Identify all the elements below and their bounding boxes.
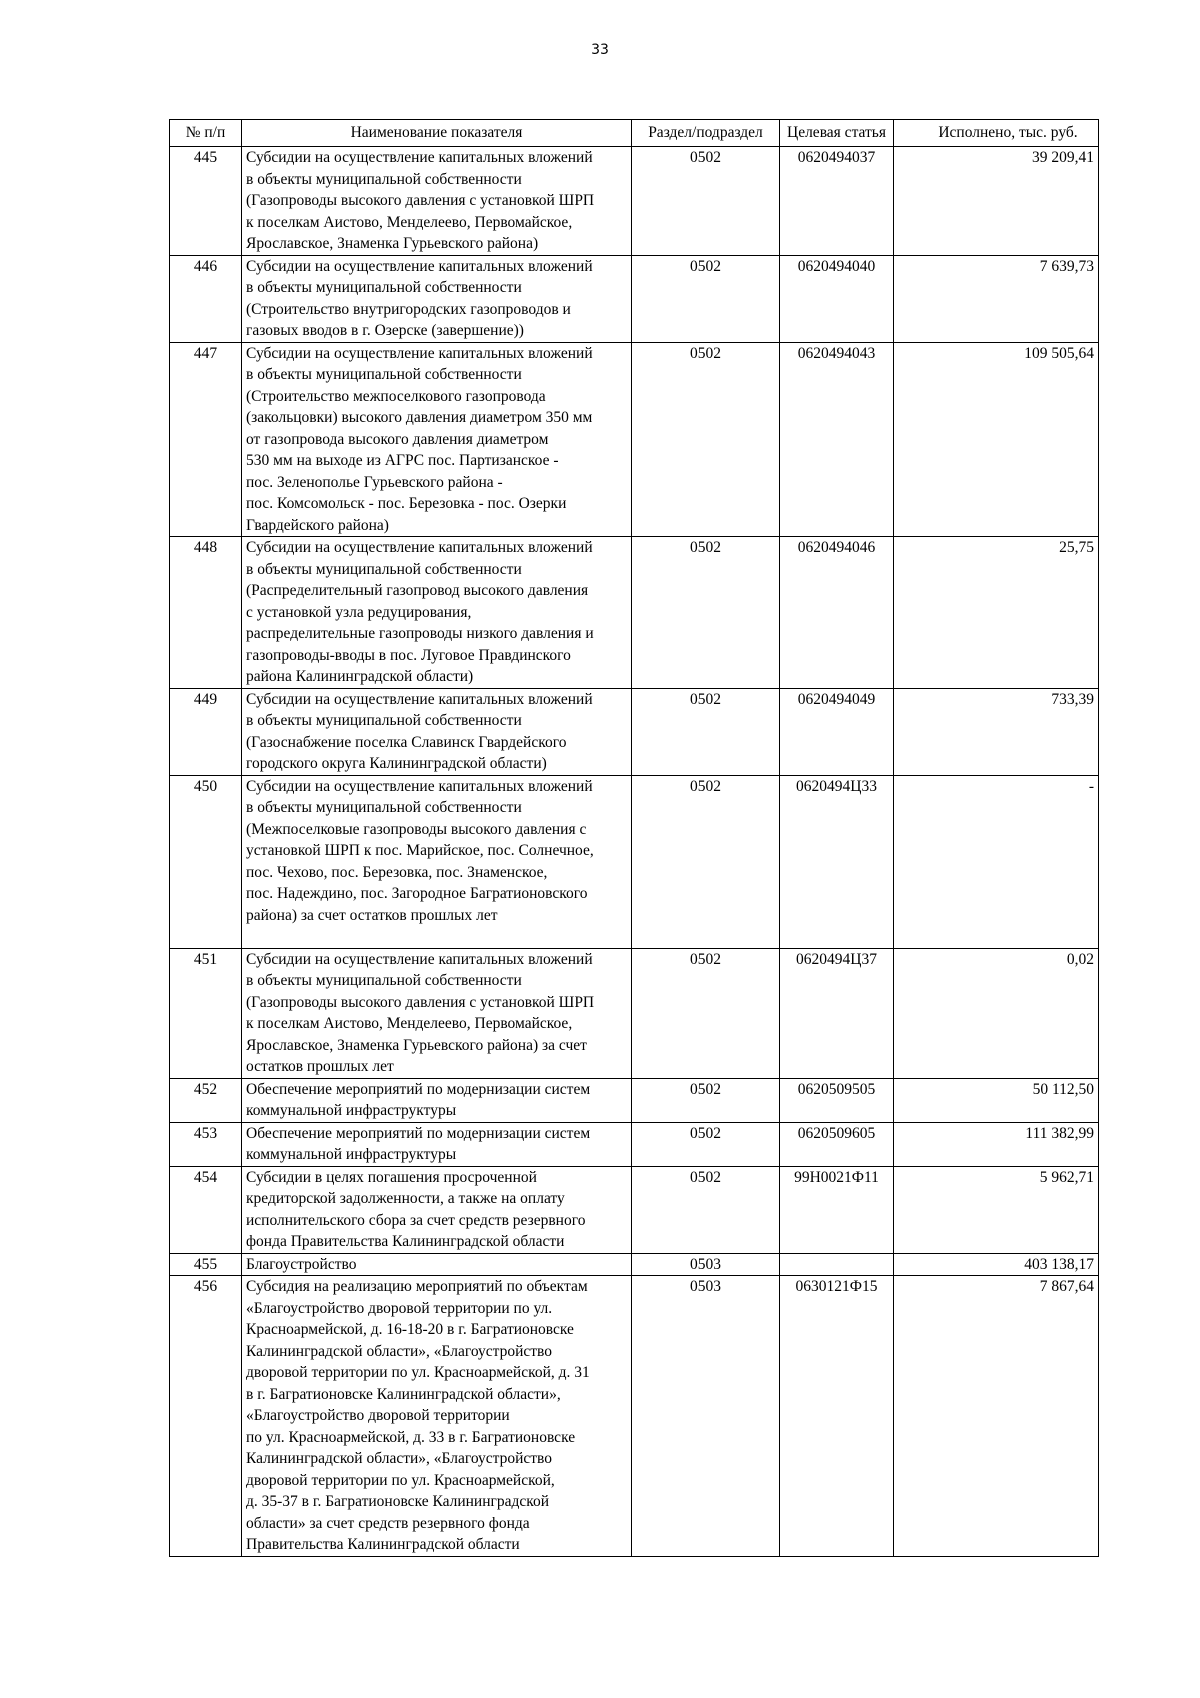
target-article-code: 0630121Ф15: [780, 1276, 894, 1557]
indicator-name-line: дворовой территории по ул. Красноармейской,: [246, 1471, 555, 1489]
section-code: 0503: [632, 1276, 780, 1557]
indicator-name-line: Субсидии на осуществление капитальных вложений: [246, 149, 593, 166]
section-code: 0502: [632, 255, 780, 342]
indicator-name-line: Гвардейского района): [246, 516, 389, 534]
indicator-name-line: Ярославское, Знаменка Гурьевского района) за счет: [246, 1036, 587, 1054]
indicator-name: [242, 1276, 632, 1557]
target-article-code: 0620494040: [780, 255, 894, 342]
indicator-name-line: Субсидии на осуществление капитальных вложений: [246, 344, 593, 362]
indicator-name-line: (Газопроводы высокого давления с установкой ШРП: [246, 993, 595, 1011]
target-article-code: 0620494043: [780, 342, 894, 537]
indicator-name-line: в объекты муниципальной собственности: [246, 170, 522, 188]
target-article-code: 0620494Ц33: [780, 775, 894, 948]
indicator-name-line: (Межпоселковые газопроводы высокого давления с: [246, 820, 587, 838]
indicator-name-line: Благоустройство: [246, 1255, 357, 1273]
indicator-name-line: городского округа Калининградской области): [246, 755, 547, 772]
indicator-name-line: Калининградской области», «Благоустройство: [246, 1450, 552, 1467]
indicator-name-line: в объекты муниципальной собственности: [246, 279, 522, 296]
target-article-code: 0620509605: [780, 1122, 894, 1166]
indicator-name-line: остатков прошлых лет: [246, 1058, 394, 1075]
budget-execution-table: [169, 119, 1099, 1557]
target-article-code: 0620494Ц37: [780, 948, 894, 1078]
table-row: [170, 1078, 1099, 1122]
indicator-name: [242, 688, 632, 775]
indicator-name: [242, 537, 632, 689]
indicator-name-line: (Строительство межпоселкового газопровода: [246, 387, 546, 405]
table-row: [170, 255, 1099, 342]
header-section: Раздел/подраздел: [632, 120, 780, 147]
indicator-name-line: 530 мм на выходе из АГРС пос. Партизанское -: [246, 452, 559, 469]
header-executed-amount: Исполнено, тыс. руб.: [894, 120, 1099, 147]
indicator-name-line: (Газопроводы высокого давления с установкой ШРП: [246, 192, 595, 209]
indicator-name-line: (Строительство внутригородских газопроводов и: [246, 300, 571, 318]
indicator-name-line: с установкой узла редуцирования,: [246, 603, 472, 621]
indicator-name-line: в объекты муниципальной собственности: [246, 560, 522, 578]
indicator-name: [242, 775, 632, 948]
row-number: 447: [170, 342, 242, 537]
table-row: [170, 688, 1099, 775]
indicator-name: [242, 342, 632, 537]
section-code: 0502: [632, 1122, 780, 1166]
indicator-name-line: д. 35-37 в г. Багратионовске Калининградской: [246, 1493, 550, 1510]
row-number: 456: [170, 1276, 242, 1557]
section-code: 0502: [632, 537, 780, 689]
indicator-name: [242, 1078, 632, 1122]
indicator-name-line: в объекты муниципальной собственности: [246, 712, 522, 729]
indicator-name-line: Субсидии на осуществление капитальных вложений: [246, 950, 593, 968]
target-article-code: 0620494046: [780, 537, 894, 689]
indicator-name-line: коммунальной инфраструктуры: [246, 1102, 457, 1119]
executed-amount: 0,02: [894, 948, 1099, 1078]
indicator-name-line: коммунальной инфраструктуры: [246, 1146, 457, 1163]
indicator-name-line: Субсидии в целях погашения просроченной: [246, 1168, 537, 1186]
table-row: [170, 1122, 1099, 1166]
indicator-name-line: Красноармейской, д. 16-18-20 в г. Багратионовске: [246, 1321, 574, 1338]
indicator-name-line: в объекты муниципальной собственности: [246, 366, 522, 383]
indicator-name-line: газовых вводов в г. Озерске (завершение)): [246, 322, 524, 339]
indicator-name-line: (закольцовки) высокого давления диаметром 350 мм: [246, 409, 593, 426]
executed-amount: 109 505,64: [894, 342, 1099, 537]
indicator-name-line: (Распределительный газопровод высокого давления: [246, 582, 589, 599]
executed-amount: 7 867,64: [894, 1276, 1099, 1557]
executed-amount: 25,75: [894, 537, 1099, 689]
section-code: 0503: [632, 1253, 780, 1276]
section-code: 0502: [632, 1078, 780, 1122]
row-number: 445: [170, 147, 242, 256]
executed-amount: 50 112,50: [894, 1078, 1099, 1122]
executed-amount: 39 209,41: [894, 147, 1099, 256]
executed-amount: 403 138,17: [894, 1253, 1099, 1276]
row-number: 446: [170, 255, 242, 342]
executed-amount: 5 962,71: [894, 1166, 1099, 1253]
target-article-code: [780, 1253, 894, 1276]
indicator-name-line: [246, 926, 627, 948]
indicator-name-line: газопроводы-вводы в пос. Луговое Правдинского: [246, 646, 571, 664]
indicator-name-line: «Благоустройство дворовой территории по ул.: [246, 1299, 553, 1317]
indicator-name-line: района Калининградской области): [246, 668, 474, 685]
target-article-code: 99Н0021Ф11: [780, 1166, 894, 1253]
indicator-name-line: Субсидии на осуществление капитальных вложений: [246, 539, 593, 556]
indicator-name-line: в объекты муниципальной собственности: [246, 972, 522, 989]
indicator-name-line: к поселкам Аистово, Менделеево, Первомайское,: [246, 1015, 573, 1032]
indicator-name-line: дворовой территории по ул. Красноармейской, д. 31: [246, 1364, 590, 1381]
indicator-name-line: пос. Чехово, пос. Березовка, пос. Знаменское,: [246, 863, 548, 881]
table-body: [170, 147, 1099, 1557]
indicator-name-line: Калининградской области», «Благоустройство: [246, 1342, 552, 1360]
indicator-name-line: в г. Багратионовске Калининградской области»,: [246, 1385, 561, 1403]
indicator-name-line: в объекты муниципальной собственности: [246, 799, 522, 816]
section-code: 0502: [632, 688, 780, 775]
indicator-name-line: Правительства Калининградской области: [246, 1536, 520, 1553]
table-row: [170, 147, 1099, 256]
section-code: 0502: [632, 775, 780, 948]
indicator-name: [242, 255, 632, 342]
indicator-name-line: Субсидии на осуществление капитальных вложений: [246, 257, 593, 275]
table-row: [170, 1276, 1099, 1557]
section-code: 0502: [632, 342, 780, 537]
row-number: 449: [170, 688, 242, 775]
section-code: 0502: [632, 147, 780, 256]
table-row: [170, 537, 1099, 689]
table-header-row: [170, 120, 1099, 147]
executed-amount: -: [894, 775, 1099, 948]
indicator-name-line: кредиторской задолженности, а также на оплату: [246, 1190, 565, 1207]
indicator-name-line: фонда Правительства Калининградской области: [246, 1233, 565, 1250]
indicator-name-line: района) за счет остатков прошлых лет: [246, 906, 498, 924]
indicator-name-line: пос. Зеленополье Гурьевского района -: [246, 473, 503, 491]
row-number: 448: [170, 537, 242, 689]
target-article-code: 0620494037: [780, 147, 894, 256]
row-number: 450: [170, 775, 242, 948]
target-article-code: 0620494049: [780, 688, 894, 775]
indicator-name-line: по ул. Красноармейской, д. 33 в г. Багратионовске: [246, 1428, 576, 1446]
indicator-name-line: Субсидия на реализацию мероприятий по объектам: [246, 1278, 588, 1295]
row-number: 452: [170, 1078, 242, 1122]
indicator-name-line: от газопровода высокого давления диаметром: [246, 430, 549, 448]
table-row: [170, 1253, 1099, 1276]
indicator-name-line: пос. Комсомольск - пос. Березовка - пос. Озерки: [246, 495, 567, 512]
section-code: 0502: [632, 1166, 780, 1253]
indicator-name-line: области» за счет средств резервного фонда: [246, 1514, 530, 1532]
indicator-name-line: исполнительского сбора за счет средств резервного: [246, 1211, 586, 1229]
page-number: 33: [591, 42, 609, 58]
table-row: [170, 1166, 1099, 1253]
indicator-name-line: установкой ШРП к пос. Марийское, пос. Солнечное,: [246, 842, 594, 859]
row-number: 453: [170, 1122, 242, 1166]
executed-amount: 111 382,99: [894, 1122, 1099, 1166]
indicator-name-line: распределительные газопроводы низкого давления и: [246, 625, 594, 642]
row-number: 451: [170, 948, 242, 1078]
indicator-name-line: Субсидии на осуществление капитальных вложений: [246, 777, 593, 795]
indicator-name-line: (Газоснабжение поселка Славинск Гвардейского: [246, 733, 567, 751]
header-indicator-name: Наименование показателя: [242, 120, 632, 147]
indicator-name-line: «Благоустройство дворовой территории: [246, 1407, 510, 1424]
indicator-name: [242, 147, 632, 256]
table-row: [170, 775, 1099, 948]
table-row: [170, 342, 1099, 537]
indicator-name: [242, 1166, 632, 1253]
indicator-name-line: Субсидии на осуществление капитальных вложений: [246, 690, 593, 708]
indicator-name: [242, 1253, 632, 1276]
indicator-name-line: Обеспечение мероприятий по модернизации систем: [246, 1124, 591, 1142]
indicator-name: [242, 1122, 632, 1166]
header-number: № п/п: [170, 120, 242, 147]
indicator-name-line: пос. Надеждино, пос. Загородное Багратионовского: [246, 885, 588, 902]
executed-amount: 7 639,73: [894, 255, 1099, 342]
indicator-name-line: к поселкам Аистово, Менделеево, Первомайское,: [246, 213, 573, 231]
row-number: 454: [170, 1166, 242, 1253]
target-article-code: 0620509505: [780, 1078, 894, 1122]
row-number: 455: [170, 1253, 242, 1276]
section-code: 0502: [632, 948, 780, 1078]
header-target-article: Целевая статья: [780, 120, 894, 147]
indicator-name: [242, 948, 632, 1078]
indicator-name-line: Ярославское, Знаменка Гурьевского района): [246, 235, 539, 252]
executed-amount: 733,39: [894, 688, 1099, 775]
indicator-name-line: Обеспечение мероприятий по модернизации систем: [246, 1080, 591, 1098]
table-row: [170, 948, 1099, 1078]
